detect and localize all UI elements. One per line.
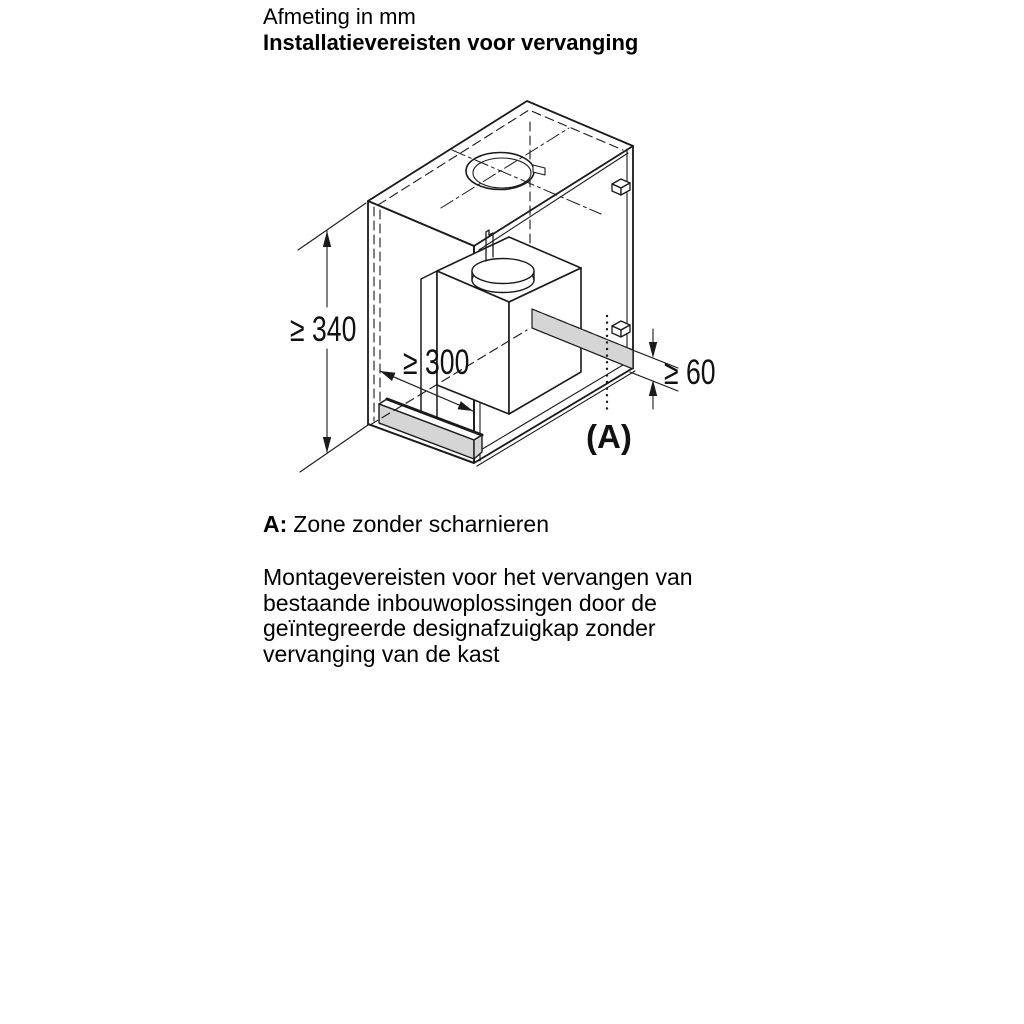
cabinet-right-panel-edge: [627, 146, 633, 368]
description-line: vervanging van de kast: [263, 640, 500, 667]
legend-term: A:: [263, 511, 288, 537]
description-line: geïntegreerde designafzuigkap zonder: [263, 615, 656, 641]
dim-60: [630, 329, 716, 409]
description-line: bestaande inbouwoplossingen door de: [263, 589, 657, 616]
legend-zone-a: [263, 511, 549, 538]
dim-340-label: ≥ 340: [290, 309, 357, 349]
dim-340: [290, 203, 368, 472]
description-paragraph: [263, 565, 693, 667]
page-title: Installatievereisten voor vervanging: [263, 30, 639, 55]
description-line: Montagevereisten voor het vervangen van: [263, 564, 693, 590]
dimension-unit-note: Afmeting in mm: [263, 4, 416, 29]
zone-a-label: (A): [586, 418, 632, 455]
legend-definition: Zone zonder scharnieren: [293, 511, 549, 537]
dim-300-label: ≥ 300: [403, 342, 470, 382]
dim-60-label: ≥ 60: [664, 352, 716, 392]
